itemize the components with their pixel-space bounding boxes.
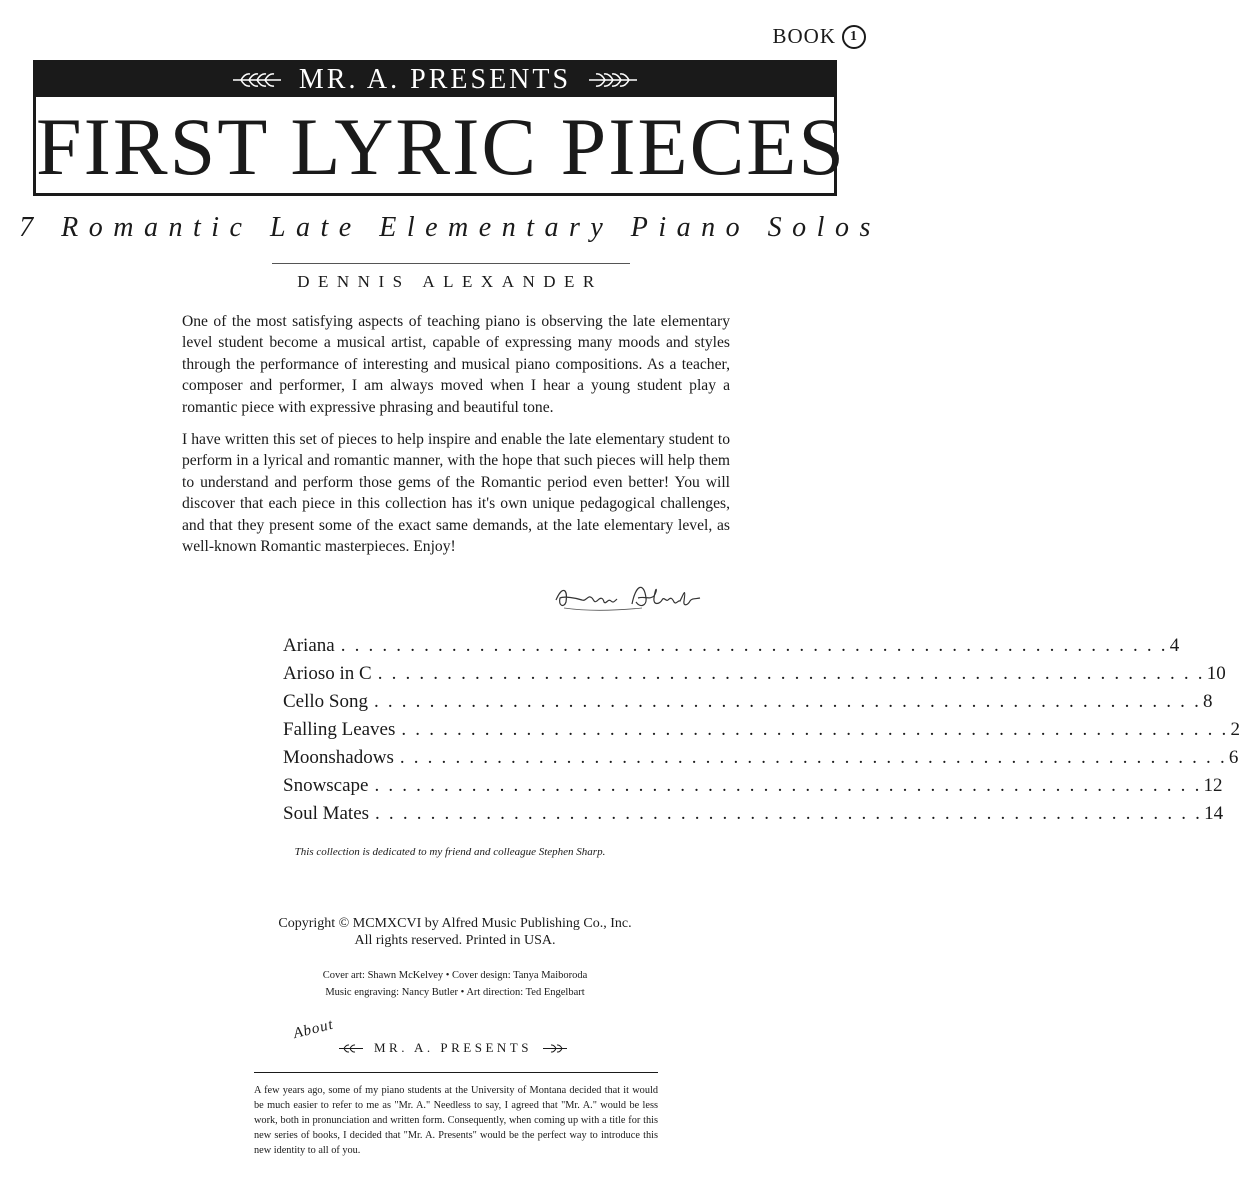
toc-page-number: 6 — [1228, 747, 1239, 768]
main-title: FIRST LYRIC PIECES — [36, 101, 846, 192]
book-number-badge: 1 — [842, 25, 866, 49]
credits — [0, 967, 910, 1001]
toc-row — [283, 632, 1180, 660]
toc-page-number: 4 — [1169, 635, 1180, 656]
laurel-right-icon — [587, 72, 639, 88]
toc-page-number: 2 — [1230, 719, 1240, 740]
toc-dot-leader: . . . . . . . . . . . . . . . . . . . . . . . . . . . . . . . . . . . . . . . . . . . . . . . . . . . . . . . . . . . . — [377, 663, 1205, 684]
toc-row — [283, 716, 1240, 744]
toc-page-number: 14 — [1204, 803, 1224, 824]
book-label-text: BOOK — [772, 24, 836, 48]
toc-title: Snowscape — [283, 775, 369, 796]
toc-row — [283, 660, 1226, 688]
about-body: A few years ago, some of my piano students at the University of Montana decided that it would be much easier to refer to me as "Mr. A." Needless to say, I agreed that "Mr. A." would be less work, both in pronunciation and written form. Consequently, when coming up with a title for this new series of books, I decided that "Mr. A. Presents" would be the perfect way to introduce this new identity to all of you. — [254, 1085, 658, 1156]
credits-line-1: Cover art: Shawn McKelvey • Cover design: Tanya Maiboroda — [322, 970, 588, 981]
title-banner — [36, 63, 834, 97]
toc-title: Falling Leaves — [283, 719, 396, 740]
laurel-left-icon — [231, 72, 283, 88]
book-label — [772, 24, 866, 49]
intro-paragraph-1: One of the most satisfying aspects of teaching piano is observing the late elementary level student become a musical artist, capable of expressing many moods and styles through the performance of interesting and musical piano compositions. As a teacher, composer and performer, I am always moved when I hear a young student play a romantic piece with expressive phrasing and beautiful tone. — [182, 313, 730, 416]
about-title: MR. A. PRESENTS — [374, 1040, 532, 1055]
author-name: DENNIS ALEXANDER — [297, 272, 603, 291]
toc-row — [283, 800, 1224, 828]
toc-page-number: 8 — [1203, 691, 1213, 712]
intro-paragraph-2: I have written this set of pieces to help inspire and enable the late elementary student to perform in a lyrical and romantic manner, with the hope that such pieces will help them to understand and perform those gems of the Romantic period even better! You will discover that each piece in this collection has it's own unique pedagogical challenges, and that they present some of the exact same demands, at the late elementary level, as well-known Romantic masterpieces. Enjoy! — [182, 431, 730, 556]
subtitle: 7 Romantic Late Elementary Piano Solos — [19, 212, 881, 243]
copyright — [0, 915, 910, 949]
copyright-line-1: Copyright © MCMXCVI by Alfred Music Publishing Co., Inc. — [278, 916, 632, 931]
toc-row — [283, 772, 1223, 800]
about-divider — [254, 1072, 658, 1073]
toc-row — [283, 744, 1239, 772]
about-word: About — [291, 1016, 336, 1043]
toc-dot-leader: . . . . . . . . . . . . . . . . . . . . . . . . . . . . . . . . . . . . . . . . . . . . . . . . . . . . . . . . . . . . — [399, 747, 1227, 768]
toc-dot-leader: . . . . . . . . . . . . . . . . . . . . . . . . . . . . . . . . . . . . . . . . . . . . . . . . . . . . . . . . . . . . — [374, 775, 1202, 796]
banner-text: MR. A. PRESENTS — [298, 64, 572, 95]
copyright-line-2: All rights reserved. Printed in USA. — [354, 933, 556, 948]
table-of-contents — [283, 632, 1240, 828]
toc-page-number: 12 — [1203, 775, 1223, 796]
about-heading — [291, 1016, 612, 1066]
credits-line-2: Music engraving: Nancy Butler • Art direction: Ted Engelbart — [325, 987, 585, 998]
toc-title: Soul Mates — [283, 803, 370, 824]
small-laurel-left-icon — [338, 1044, 364, 1053]
toc-title: Moonshadows — [283, 747, 394, 768]
author-divider — [272, 263, 630, 264]
dedication: This collection is dedicated to my friend and colleague Stephen Sharp. — [294, 846, 606, 858]
toc-title: Ariana — [283, 635, 335, 656]
toc-dot-leader: . . . . . . . . . . . . . . . . . . . . . . . . . . . . . . . . . . . . . . . . . . . . . . . . . . . . . . . . . . . . — [340, 635, 1168, 656]
toc-dot-leader: . . . . . . . . . . . . . . . . . . . . . . . . . . . . . . . . . . . . . . . . . . . . . . . . . . . . . . . . . . . . — [375, 803, 1203, 824]
toc-page-number: 10 — [1206, 663, 1226, 684]
toc-row — [283, 688, 1213, 716]
toc-title: Arioso in C — [283, 663, 372, 684]
toc-dot-leader: . . . . . . . . . . . . . . . . . . . . . . . . . . . . . . . . . . . . . . . . . . . . . . . . . . . . . . . . . . . . — [373, 691, 1202, 712]
about-title-row — [338, 1040, 568, 1056]
signature — [552, 578, 722, 618]
small-laurel-right-icon — [542, 1044, 568, 1053]
toc-dot-leader: . . . . . . . . . . . . . . . . . . . . . . . . . . . . . . . . . . . . . . . . . . . . . . . . . . . . . . . . . . . . — [401, 719, 1229, 740]
toc-title: Cello Song — [283, 691, 368, 712]
title-block — [33, 60, 846, 196]
